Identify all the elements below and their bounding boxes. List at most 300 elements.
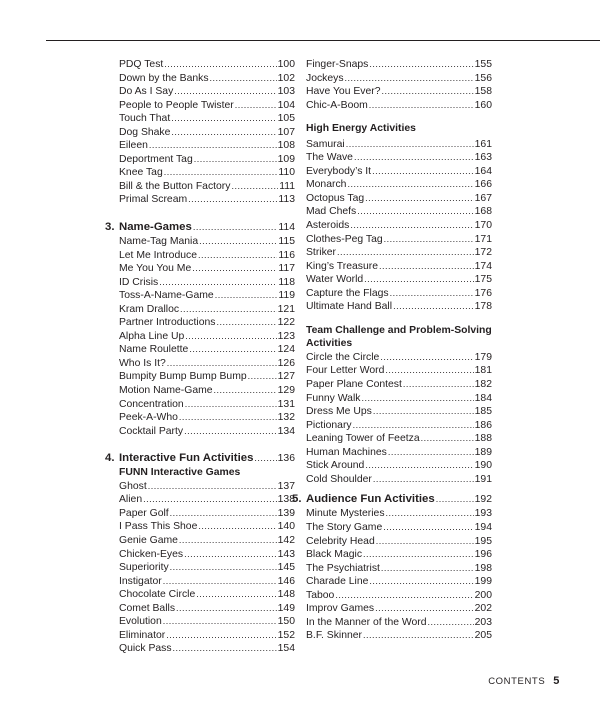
leader-dots [390,287,474,301]
leader-dots [379,260,474,274]
toc-entry-title: Partner Introductions [119,317,216,329]
toc-entry-title: Ultimate Hand Ball [306,301,393,313]
toc-entry-title: Pictionary [306,419,352,431]
leader-dots [193,220,278,235]
toc-entry-page: 168 [474,206,492,218]
toc-entry-page: 188 [474,433,492,445]
toc-entry [306,233,492,247]
leader-dots [148,480,277,494]
leader-dots [231,180,278,194]
leader-dots [184,425,277,439]
leader-dots [372,165,474,179]
toc-entry [105,370,295,384]
toc-entry-page: 196 [474,549,492,561]
leader-dots [185,330,276,344]
toc-entry-title: Water World [306,274,364,286]
toc-entry-title: Concentration [119,398,184,410]
toc-entry-title: Knee Tag [119,167,163,179]
toc-entry-page: 103 [277,86,295,98]
toc-list-high-energy [306,138,492,314]
toc-entry-page: 117 [278,263,295,275]
toc-entry [105,602,295,616]
toc-entry [306,178,492,192]
toc-entry-page: 194 [474,521,492,533]
leader-dots [184,548,277,562]
toc-entry-page: 174 [474,260,492,272]
toc-entry-title: Paper Plane Contest [306,379,402,391]
toc-entry [306,85,492,99]
toc-entry-page: 118 [278,276,295,288]
leader-dots [210,72,277,86]
toc-entry [105,629,295,643]
toc-entry [105,72,295,86]
toc-section-4 [105,451,295,466]
toc-entry [306,602,492,616]
toc-entry-title: Leaning Tower of Feetza [306,433,420,445]
leader-dots [194,153,277,167]
toc-entry-page: 160 [474,99,492,111]
leader-dots [189,343,276,357]
toc-entry [105,493,295,507]
toc-section-5 [292,492,492,507]
toc-entry [105,139,295,153]
toc-entry-page: 123 [277,330,295,342]
toc-entry-page: 138 [277,494,295,506]
toc-entry-title: Finger-Snaps [306,59,369,70]
leader-dots [373,473,474,487]
toc-entry [306,629,492,643]
toc-entry-title: Comet Balls [119,602,176,614]
toc-entry [306,432,492,446]
toc-entry [306,446,492,460]
toc-entry [105,507,295,521]
toc-entry [105,58,295,72]
leader-dots [393,300,474,314]
toc-entry-title: People to People Twister [119,99,234,111]
toc-entry [306,58,492,72]
toc-entry-page: 200 [474,589,492,601]
toc-entry-title: Do As I Say [119,86,174,98]
toc-entry [306,548,492,562]
toc-entry [105,235,295,249]
toc-entry-page: 122 [277,317,295,329]
toc-entry-page: 152 [277,629,295,641]
toc-entry-page: 189 [474,446,492,458]
toc-entry-title: Stick Around [306,460,365,472]
toc-entry [306,378,492,392]
leader-dots [163,575,277,589]
toc-entry [306,151,492,165]
toc-entry-page: 137 [277,480,295,492]
leader-dots [361,392,473,406]
toc-entry-title: Let Me Introduce [119,249,197,261]
toc-entry-title: Superiority [119,562,169,574]
toc-entry-title: Ghost [119,480,147,492]
toc-entry-page: 164 [474,165,492,177]
leader-dots [373,405,474,419]
leader-dots [248,370,277,384]
toc-entry-page: 176 [474,287,492,299]
toc-entry [306,589,492,603]
toc-entry [306,575,492,589]
toc-list-section-4 [105,480,295,656]
toc-entry-page: 191 [474,473,492,485]
toc-entry [105,534,295,548]
toc-entry-title: Funny Walk [306,392,361,404]
toc-entry [105,180,295,194]
leader-dots [364,273,473,287]
toc-entry-title: Black Magic [306,549,363,561]
leader-dots [173,642,277,656]
section-number: 4. [105,452,115,465]
toc-entry-page: 115 [278,236,295,248]
toc-entry [105,575,295,589]
toc-entry [306,392,492,406]
leader-dots [163,615,277,629]
toc-entry-page: 143 [277,548,295,560]
toc-entry-title: Circle the Circle [306,351,380,363]
toc-entry-title: Alien [119,494,143,506]
toc-entry-page: 100 [277,59,295,70]
toc-entry [105,615,295,629]
toc-entry-title: Bumpity Bump Bump Bump [119,371,247,383]
leader-dots [335,589,473,603]
toc-entry [306,351,492,365]
toc-entry-page: 155 [474,59,492,70]
toc-entry [105,330,295,344]
toc-entry [105,153,295,167]
toc-entry-page: 170 [474,220,492,232]
leader-dots [381,562,474,576]
toc-entry-page: 121 [277,303,295,315]
toc-entry-page: 113 [278,194,295,206]
toc-entry-page: 110 [278,167,295,179]
toc-entry-page: 139 [277,507,295,519]
toc-entry-page: 190 [474,460,492,472]
toc-list-team [306,351,492,486]
toc-entry-page: 131 [277,398,295,410]
toc-entry-title: In the Manner of the Word [306,616,427,628]
toc-entry [306,273,492,287]
leader-dots [353,419,474,433]
toc-entry-page: 161 [474,138,492,150]
toc-entry-page: 171 [474,233,492,245]
toc-entry-title: Cold Shoulder [306,473,372,485]
leader-dots [179,534,277,548]
toc-entry [306,419,492,433]
leader-dots [254,451,276,466]
leader-dots [388,446,474,460]
toc-entry-page: 185 [474,406,492,418]
toc-column-right [292,58,492,643]
leader-dots [354,151,474,165]
toc-entry-page: 199 [474,576,492,588]
toc-entry-page: 148 [277,589,295,601]
leader-dots [436,492,474,507]
leader-dots [199,235,277,249]
toc-entry [105,588,295,602]
toc-entry-title: Name-Tag Mania [119,236,199,248]
toc-entry [105,166,295,180]
toc-entry-page: 203 [474,616,492,628]
leader-dots [159,276,277,290]
leader-dots [376,535,474,549]
toc-entry [306,364,492,378]
toc-entry [306,300,492,314]
leader-dots [198,249,277,263]
toc-entry [306,473,492,487]
toc-entry [306,72,492,86]
running-footer-label: CONTENTS [488,676,546,687]
toc-entry-title: Toss-A-Name-Game [119,290,214,302]
toc-entry-page: 105 [277,113,295,125]
toc-entry-title: Paper Golf [119,507,169,519]
toc-entry-title: Who Is It? [119,357,166,369]
leader-dots [375,602,474,616]
toc-entry-title: Human Machines [306,446,387,458]
toc-entry-title: Touch That [119,113,171,125]
toc-entry [306,562,492,576]
toc-entry-title: ID Crisis [119,276,159,288]
toc-entry-title: Charade Line [306,576,369,588]
toc-entry-title: The Wave [306,152,353,164]
toc-entry-title: Taboo [306,589,335,601]
toc-entry-title: Primal Scream [119,194,188,206]
toc-entry [105,357,295,371]
page-footer [488,675,560,687]
toc-entry [105,126,295,140]
header-rule [46,40,600,41]
leader-dots [170,561,277,575]
toc-entry-title: Four Letter Word [306,365,385,377]
toc-entry-page: 140 [277,521,295,533]
toc-entry [306,507,492,521]
leader-dots [365,192,474,206]
toc-entry-page: 145 [277,562,295,574]
toc-entry-page: 150 [277,616,295,628]
toc-entry [105,561,295,575]
toc-entry-title: Peek-A-Who [119,412,178,424]
leader-dots [180,303,277,317]
toc-entry [105,276,295,290]
toc-entry [105,425,295,439]
toc-entry [105,520,295,534]
page-number: 5 [553,675,560,687]
toc-entry-page: 132 [277,412,295,424]
toc-entry-title: King’s Treasure [306,260,379,272]
toc-entry-page: 195 [474,535,492,547]
leader-dots [185,398,277,412]
toc-entry-page: 119 [278,290,295,302]
toc-entry [105,262,295,276]
toc-entry [306,260,492,274]
toc-entry-title: Me You You Me [119,263,192,275]
toc-entry-page: 186 [474,419,492,431]
toc-entry-title: Genie Game [119,534,178,546]
toc-entry-title: Name Roulette [119,344,189,356]
toc-entry-title: PDQ Test [119,59,164,70]
toc-entry-title: The Story Game [306,521,383,533]
leader-dots [171,126,276,140]
leader-dots [365,459,473,473]
leader-dots [382,85,474,99]
toc-entry [306,405,492,419]
toc-entry [306,165,492,179]
leader-dots [347,178,473,192]
leader-dots [176,602,277,616]
toc-entry-title: Instigator [119,575,162,587]
toc-entry-page: 184 [474,392,492,404]
toc-entry [306,99,492,113]
toc-entry-title: Motion Name-Game [119,385,213,397]
toc-entry-page: 154 [277,643,295,655]
leader-dots [179,411,277,425]
toc-entry-title: Chicken-Eyes [119,548,184,560]
toc-entry-page: 166 [474,179,492,191]
toc-entry-page: 127 [277,371,295,383]
leader-dots [235,99,277,113]
toc-entry-page: 126 [277,357,295,369]
toc-entry-page: 156 [474,72,492,84]
toc-column-left [105,58,295,656]
toc-entry-page: 116 [278,249,295,261]
toc-entry-title: Have You Ever? [306,86,381,98]
toc-entry [105,384,295,398]
leader-dots [167,357,277,371]
toc-entry-page: 108 [277,140,295,152]
toc-entry-title: Samurai [306,138,345,150]
toc-entry-title: Down by the Banks [119,72,209,84]
toc-entry-page: 124 [277,344,295,356]
toc-entry-title: B.F. Skinner [306,630,363,642]
toc-entry [306,521,492,535]
toc-entry-title: Quick Pass [119,643,172,655]
toc-entry-title: Cocktail Party [119,425,184,437]
toc-entry-title: Dog Shake [119,126,171,138]
leader-dots [386,507,474,521]
leader-dots [363,629,474,643]
toc-list-section-3 [105,235,295,438]
subsection-heading-high-energy: High Energy Activities [306,123,416,135]
section-title: Audience Fun Activities [306,493,435,506]
toc-entry-title: Capture the Flags [306,287,389,299]
toc-entry [306,459,492,473]
toc-section-3 [105,220,295,235]
leader-dots [216,316,276,330]
toc-entry-page: 172 [474,247,492,259]
toc-entry-title: Deportment Tag [119,153,193,165]
leader-dots [171,112,276,126]
section-page: 114 [278,222,295,234]
toc-entry-title: Kram Dralloc [119,303,180,315]
toc-entry-title: Jockeys [306,72,344,84]
toc-entry-title: The Psychiatrist [306,562,380,574]
toc-entry-title: Asteroids [306,220,350,232]
toc-entry-title: Evolution [119,616,162,628]
toc-entry-page: 205 [474,630,492,642]
leader-dots [357,205,473,219]
toc-entry-page: 107 [277,126,295,138]
toc-entry-title: Clothes-Peg Tag [306,233,383,245]
toc-entry [306,246,492,260]
section-number: 3. [105,221,115,234]
toc-entry-page: 179 [474,351,492,363]
leader-dots [192,262,277,276]
section-title: Interactive Fun Activities [119,452,254,465]
leader-dots [164,166,278,180]
leader-dots [346,138,474,152]
leader-dots [385,364,473,378]
toc-entry-title: Octopus Tag [306,192,365,204]
section-page: 192 [474,494,492,506]
toc-list-pre-left [105,58,295,207]
leader-dots [214,384,277,398]
leader-dots [345,72,474,86]
toc-entry-page: 134 [277,425,295,437]
toc-entry [105,289,295,303]
leader-dots [149,139,277,153]
toc-entry [105,85,295,99]
toc-entry-title: Eliminator [119,629,166,641]
toc-entry [105,193,295,207]
toc-entry-page: 104 [277,99,295,111]
leader-dots [337,246,474,260]
leader-dots [384,233,474,247]
toc-entry-page: 202 [474,603,492,615]
toc-entry [306,205,492,219]
section-page: 136 [277,453,295,465]
leader-dots [174,85,276,99]
toc-entry-title: Striker [306,247,337,259]
toc-entry [306,287,492,301]
toc-entry-page: 111 [279,180,295,192]
toc-entry [105,548,295,562]
toc-entry-page: 181 [474,365,492,377]
subsection-heading-team-line2: Activities [306,338,353,350]
section-title: Name-Games [119,221,192,234]
leader-dots [421,432,474,446]
subsection-heading-team: Team Challenge and Problem-Solving [306,324,492,336]
toc-entry-page: 198 [474,562,492,574]
leader-dots [164,58,276,72]
subsection-heading: FUNN Interactive Games [119,467,241,479]
toc-entry-title: Mad Chefs [306,206,357,218]
toc-entry-page: 158 [474,86,492,98]
toc-entry-title: Celebrity Head [306,535,375,547]
toc-entry-title: Chocolate Circle [119,589,196,601]
toc-entry [105,249,295,263]
toc-entry [306,192,492,206]
toc-entry-page: 182 [474,379,492,391]
toc-entry-title: Eileen [119,140,148,152]
toc-entry-title: Monarch [306,179,347,191]
toc-entry [306,219,492,233]
toc-entry [306,535,492,549]
toc-entry [105,480,295,494]
leader-dots [196,588,276,602]
toc-entry [105,411,295,425]
toc-entry-page: 167 [474,192,492,204]
leader-dots [198,520,276,534]
toc-entry-title: Dress Me Ups [306,406,372,418]
toc-entry-title: I Pass This Shoe [119,521,198,533]
toc-list-section-5 [306,507,492,642]
leader-dots [188,193,277,207]
toc-entry [306,138,492,152]
leader-dots [369,99,474,113]
toc-entry-page: 142 [277,534,295,546]
toc-entry [306,616,492,630]
